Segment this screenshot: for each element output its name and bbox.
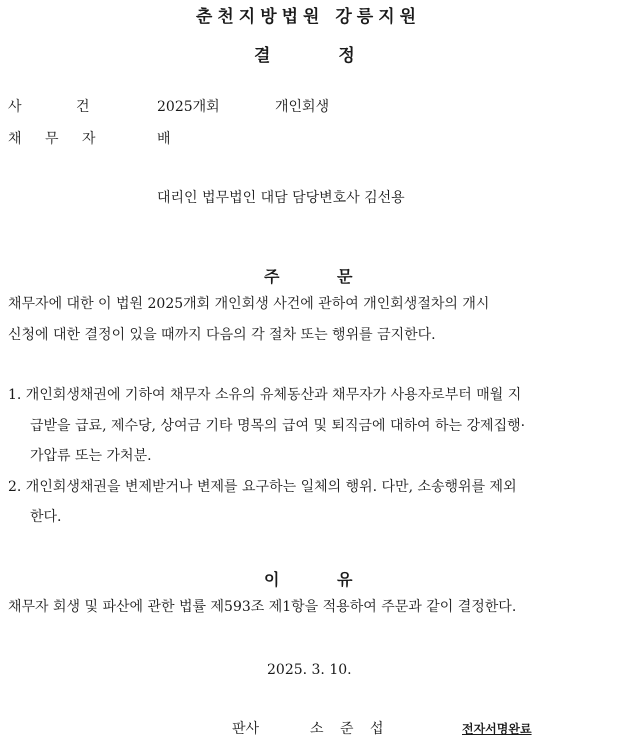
debtor-name: 배: [157, 131, 171, 147]
case-label: 사 건: [8, 99, 90, 115]
order-item-1-line-2: 급받을 급료, 제수당, 상여금 기타 명목의 급여 및 퇴직금에 대하여 하는 강제집행·: [30, 418, 526, 434]
order-intro-line-1: 채무자에 대한 이 법원 2025개회 개인회생 사건에 관하여 개인회생절차의 개시: [8, 296, 490, 312]
order-item-2-line-2: 한다.: [30, 509, 62, 525]
order-heading: 주 문: [264, 267, 353, 286]
decision-date: 2025. 3. 10.: [267, 662, 352, 678]
debtor-label: 채 무 자: [8, 131, 96, 147]
order-item-1-line-1: 1. 개인회생채권에 기하여 채무자 소유의 유체동산과 채무자가 사용자로부터 매월 지: [8, 387, 522, 403]
reason-heading: 이 유: [264, 570, 353, 589]
order-item-2-line-1: 2. 개인회생채권을 변제받거나 변제를 요구하는 일체의 행위. 다만, 소송행위를 제외: [8, 479, 517, 495]
case-number: 2025개회: [157, 99, 220, 115]
order-intro-line-2: 신청에 대한 결정이 있을 때까지 다음의 각 절차 또는 행위를 금지한다.: [8, 327, 436, 343]
judge-label: 판사: [232, 721, 260, 737]
document-title: 결 정: [254, 46, 355, 66]
electronic-signature-stamp: 전자서명완료: [462, 722, 532, 736]
case-name: 개인회생: [275, 99, 330, 115]
agent-line: 대리인 법무법인 대담 담당변호사 김선용: [157, 190, 405, 206]
order-item-1-line-3: 가압류 또는 가처분.: [30, 448, 152, 464]
reason-text: 채무자 회생 및 파산에 관한 법률 제593조 제1항을 적용하여 주문과 같이 결정한다.: [8, 599, 517, 615]
court-name: 춘천지방법원 강릉지원: [195, 7, 422, 27]
judge-name: 소 준 섭: [310, 721, 384, 737]
